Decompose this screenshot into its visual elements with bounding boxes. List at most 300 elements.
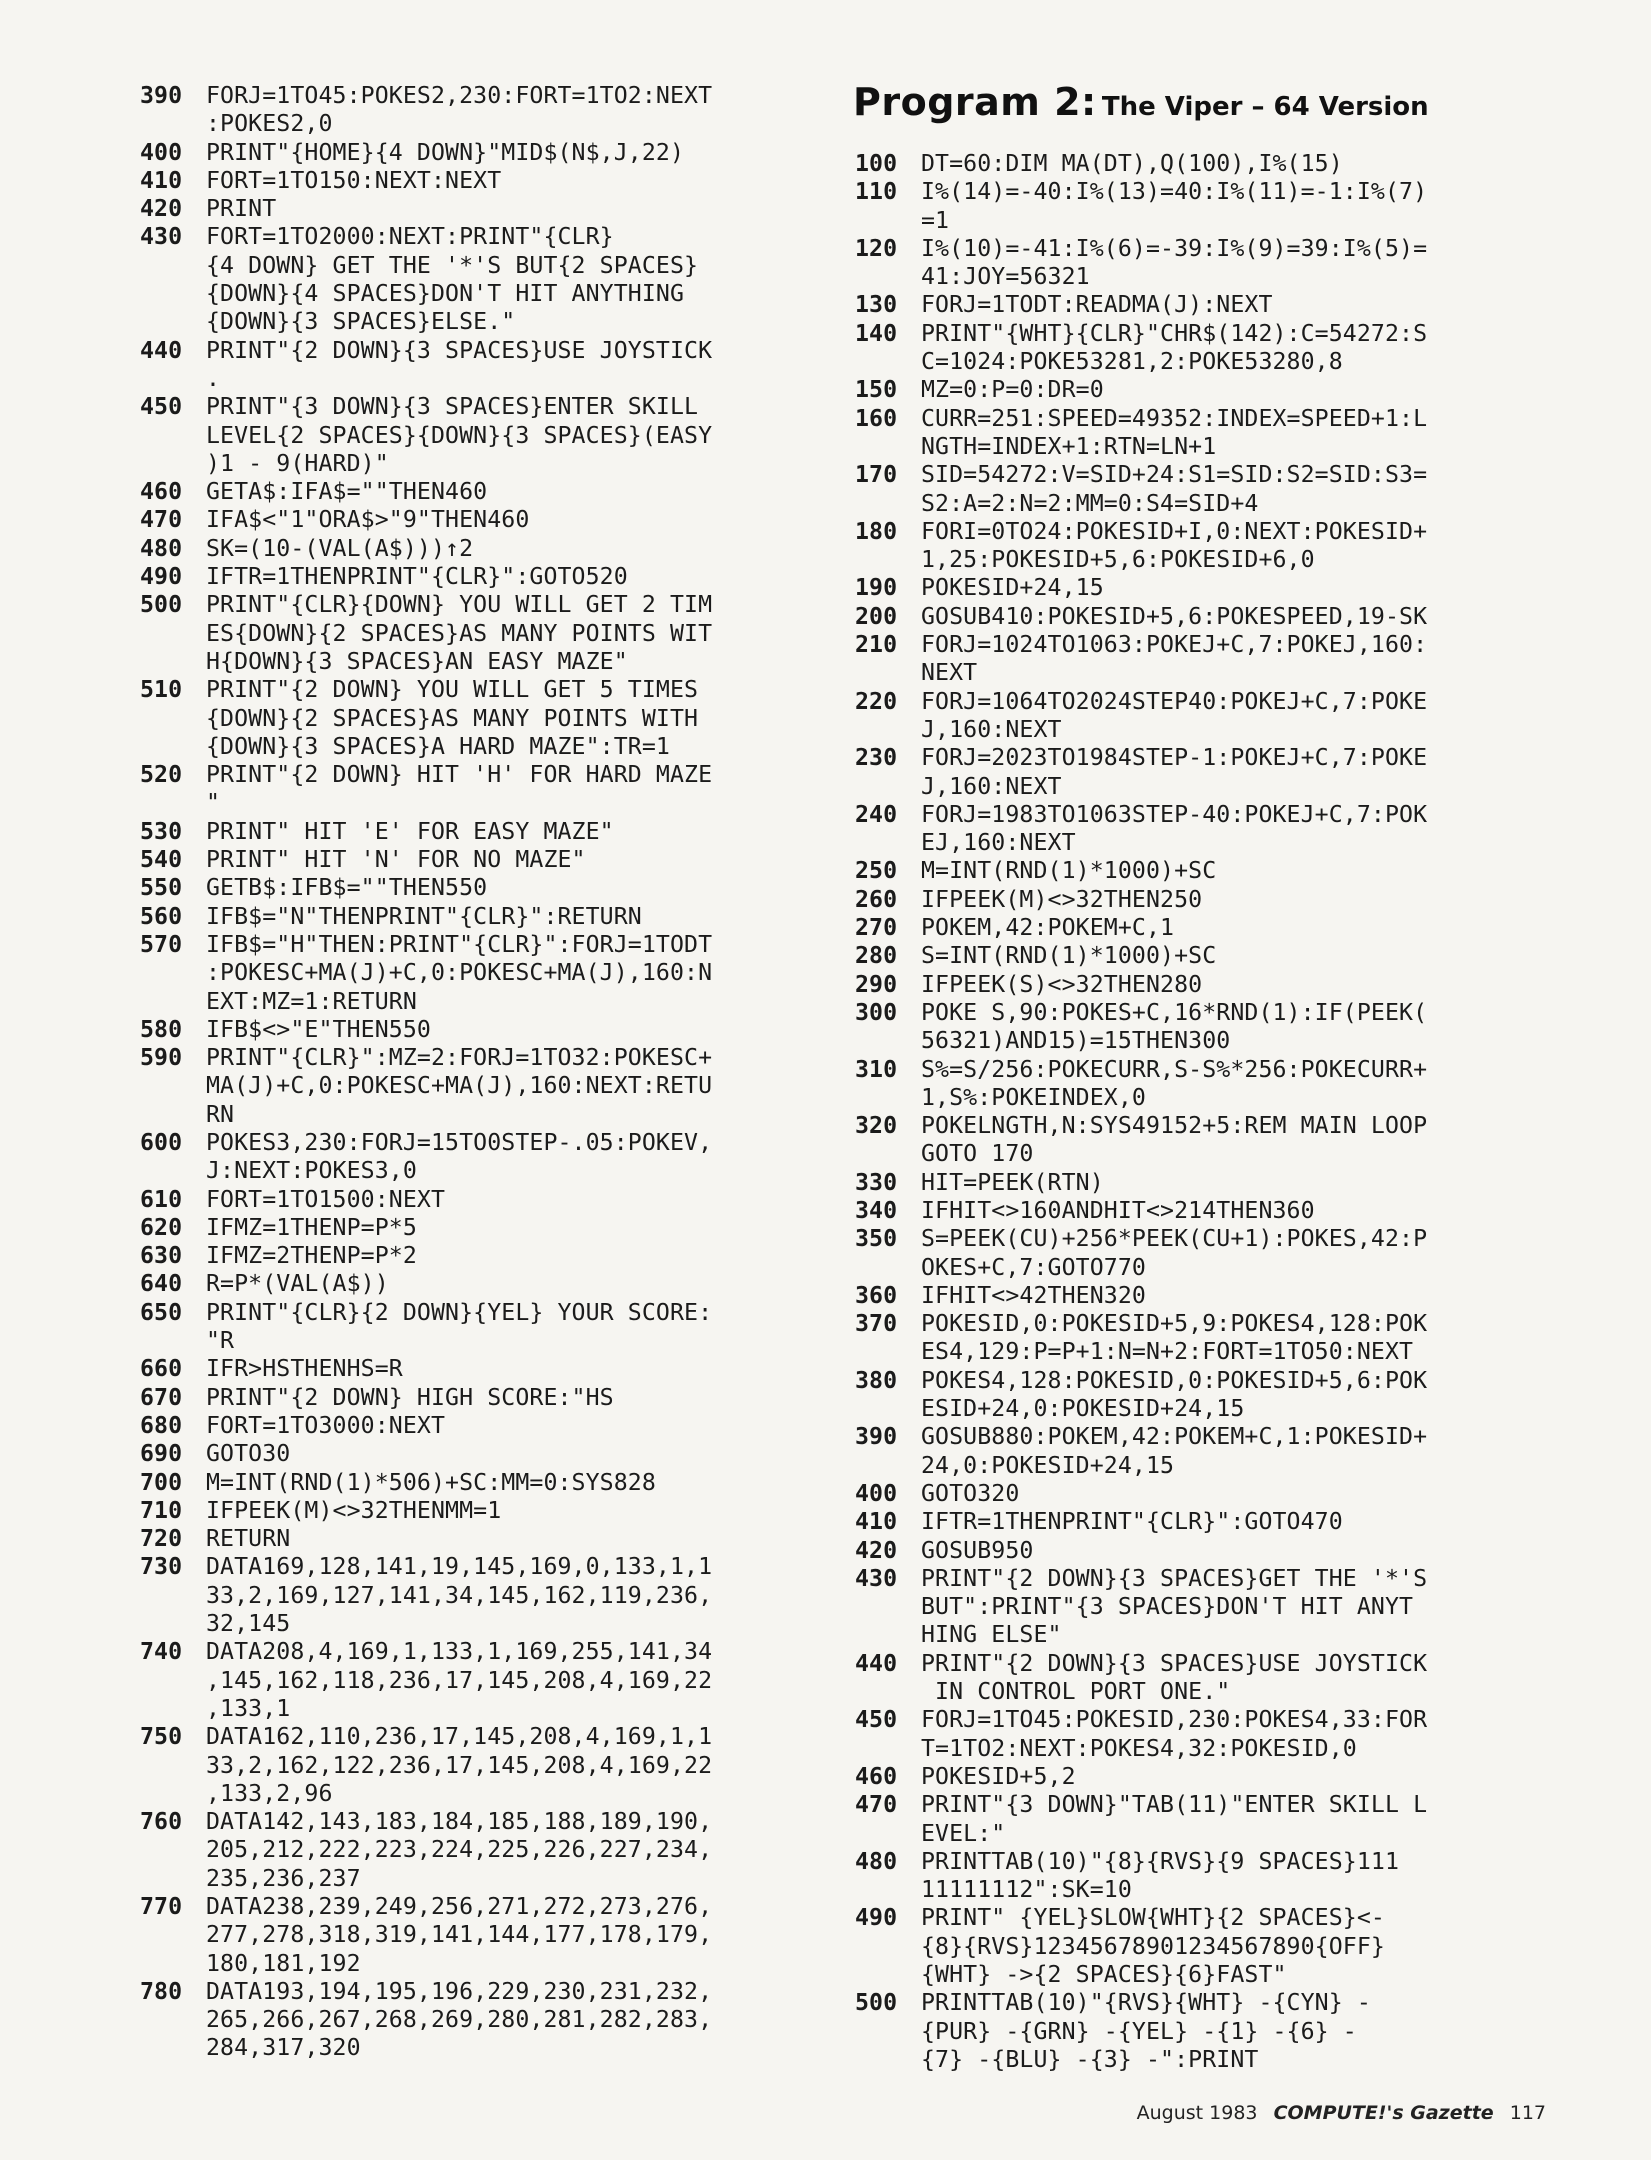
line-number: 160 <box>855 404 898 432</box>
code-line <box>140 846 820 874</box>
line-number <box>855 1338 921 1366</box>
line-number: 450 <box>140 393 183 421</box>
line-number: 540 <box>140 846 183 874</box>
code-line <box>140 1921 820 1949</box>
line-number: 410 <box>855 1508 898 1536</box>
line-number: 410 <box>140 166 183 194</box>
code-text: PRINT"{2 DOWN} YOU WILL GET 5 TIMES <box>206 676 699 704</box>
line-number: 260 <box>855 885 898 913</box>
code-text: FORT=1TO3000:NEXT <box>206 1411 446 1439</box>
line-number <box>855 1027 921 1055</box>
code-text: {DOWN}{4 SPACES}DON'T HIT ANYTHING <box>206 280 685 308</box>
line-number <box>140 110 206 138</box>
code-line <box>855 1650 1555 1678</box>
code-text: IFB$<>"E"THEN550 <box>206 1015 431 1043</box>
code-text: " <box>206 789 221 817</box>
code-text: {DOWN}{3 SPACES}A HARD MAZE":TR=1 <box>206 732 670 760</box>
line-number <box>140 988 206 1016</box>
code-text: PRINT" HIT 'N' FOR NO MAZE" <box>206 846 586 874</box>
code-line <box>140 761 820 789</box>
code-text: MA(J)+C,0:POKESC+MA(J),160:NEXT:RETU <box>206 1072 713 1100</box>
code-line <box>140 478 820 506</box>
line-number: 110 <box>855 178 898 206</box>
code-text: PRINT"{CLR}{2 DOWN}{YEL} YOUR SCORE: <box>206 1298 713 1326</box>
line-number <box>140 365 206 393</box>
line-number <box>855 1876 921 1904</box>
line-number <box>855 1084 921 1112</box>
line-number: 610 <box>140 1185 183 1213</box>
code-text: POKELNGTH,N:SYS49152+5:REM MAIN LOOP <box>921 1112 1428 1140</box>
code-line <box>140 1242 820 1270</box>
code-text: POKE S,90:POKES+C,16*RND(1):IF(PEEK( <box>921 998 1428 1026</box>
code-line <box>140 591 820 619</box>
code-line <box>140 1186 820 1214</box>
line-number: 320 <box>855 1112 898 1140</box>
line-number: 380 <box>855 1366 898 1394</box>
code-text: IFB$="N"THENPRINT"{CLR}":RETURN <box>206 902 642 930</box>
line-number: 340 <box>855 1196 898 1224</box>
line-number <box>855 2018 921 2046</box>
line-number: 720 <box>140 1525 183 1553</box>
code-text: 11111112":SK=10 <box>921 1876 1132 1904</box>
code-text: )1 - 9(HARD)" <box>206 449 389 477</box>
code-line <box>140 1808 820 1836</box>
line-number: 170 <box>855 461 898 489</box>
code-text: 32,145 <box>206 1610 291 1638</box>
line-number: 230 <box>855 744 898 772</box>
line-number: 580 <box>140 1015 183 1043</box>
code-line <box>855 1989 1555 2017</box>
line-number: 740 <box>140 1638 183 1666</box>
left-listing-column <box>140 82 820 2063</box>
line-number <box>855 1820 921 1848</box>
code-text: :POKES2,0 <box>206 110 333 138</box>
code-text: PRINT"{HOME}{4 DOWN}"MID$(N$,J,22) <box>206 138 685 166</box>
code-line <box>855 801 1555 829</box>
line-number: 480 <box>855 1847 898 1875</box>
code-line <box>140 1497 820 1525</box>
code-text: {PUR} -{GRN} -{YEL} -{1} -{6} - <box>921 2017 1357 2045</box>
code-line <box>855 1084 1555 1112</box>
line-number: 660 <box>140 1355 183 1383</box>
line-number <box>140 2006 206 2034</box>
code-text: PRINT"{WHT}{CLR}"CHR$(142):C=54272:S <box>921 319 1428 347</box>
code-line <box>140 1525 820 1553</box>
line-number: 490 <box>855 1904 898 1932</box>
line-number: 390 <box>140 82 183 109</box>
code-line <box>855 1254 1555 1282</box>
line-number <box>855 1593 921 1621</box>
code-text: S=INT(RND(1)*1000)+SC <box>921 942 1217 970</box>
code-text: HIT=PEEK(RTN) <box>921 1168 1104 1196</box>
code-line <box>855 348 1555 376</box>
code-line <box>140 393 820 421</box>
code-text: PRINT" {YEL}SLOW{WHT}{2 SPACES}<- <box>921 1904 1385 1932</box>
line-number <box>855 1933 921 1961</box>
code-line <box>855 2018 1555 2046</box>
code-line <box>855 1904 1555 1932</box>
code-text: GOSUB410:POKESID+5,6:POKESPEED,19-SK <box>921 602 1428 630</box>
code-line <box>140 1723 820 1751</box>
code-line <box>855 1282 1555 1310</box>
code-text: FORJ=1TO45:POKESID,230:POKES4,33:FOR <box>921 1706 1428 1734</box>
code-line <box>140 450 820 478</box>
line-number <box>855 263 921 291</box>
code-text: DATA193,194,195,196,229,230,231,232, <box>206 1977 713 2005</box>
line-number: 550 <box>140 874 183 902</box>
code-text: IFMZ=1THENP=P*5 <box>206 1213 417 1241</box>
code-text: J,160:NEXT <box>921 772 1062 800</box>
code-text: HING ELSE" <box>921 1621 1062 1649</box>
code-text: GOSUB880:POKEM,42:POKEM+C,1:POKESID+ <box>921 1423 1428 1451</box>
code-text: 205,212,222,223,224,225,226,227,234, <box>206 1836 713 1864</box>
line-number <box>140 450 206 478</box>
code-text: PRINT <box>206 195 277 223</box>
code-text: H{DOWN}{3 SPACES}AN EASY MAZE" <box>206 647 628 675</box>
line-number <box>140 252 206 280</box>
code-text: FORJ=1TODT:READMA(J):NEXT <box>921 291 1273 319</box>
code-line <box>140 1440 820 1468</box>
code-text: J,160:NEXT <box>921 715 1062 743</box>
code-text: PRINT"{2 DOWN} HIGH SCORE:"HS <box>206 1383 614 1411</box>
line-number: 480 <box>140 534 183 562</box>
code-line <box>140 1270 820 1298</box>
code-text: GETB$:IFB$=""THEN550 <box>206 874 488 902</box>
code-text: 265,266,267,268,269,280,281,282,283, <box>206 2006 713 2034</box>
code-line <box>140 705 820 733</box>
code-line <box>855 235 1555 263</box>
code-line <box>140 1469 820 1497</box>
code-line <box>140 195 820 223</box>
code-text: . <box>206 364 221 392</box>
line-number <box>140 1836 206 1864</box>
code-line <box>855 716 1555 744</box>
line-number: 440 <box>855 1649 898 1677</box>
code-text: POKESID+24,15 <box>921 574 1104 602</box>
code-line <box>140 82 820 110</box>
code-text: ,133,1 <box>206 1694 291 1722</box>
code-text: {WHT} ->{2 SPACES}{6}FAST" <box>921 1961 1287 1988</box>
code-text: "R <box>206 1327 235 1355</box>
code-text: PRINT"{2 DOWN}{3 SPACES}USE JOYSTICK <box>921 1649 1428 1677</box>
code-text: 277,278,318,319,141,144,177,178,179, <box>206 1921 713 1949</box>
line-number <box>140 1327 206 1355</box>
code-line <box>855 1876 1555 1904</box>
line-number <box>140 1865 206 1893</box>
code-text: {DOWN}{2 SPACES}AS MANY POINTS WITH <box>206 704 699 732</box>
code-line <box>855 1197 1555 1225</box>
line-number: 280 <box>855 942 898 970</box>
code-line <box>855 461 1555 489</box>
code-line <box>140 1752 820 1780</box>
code-text: SID=54272:V=SID+24:S1=SID:S2=SID:S3= <box>921 461 1428 489</box>
line-number: 470 <box>140 506 183 534</box>
code-line <box>855 1933 1555 1961</box>
code-line <box>140 1299 820 1327</box>
line-number: 760 <box>140 1808 183 1836</box>
code-text: IFHIT<>42THEN320 <box>921 1281 1146 1309</box>
code-text: T=1TO2:NEXT:POKES4,32:POKESID,0 <box>921 1734 1357 1762</box>
code-line <box>855 1140 1555 1168</box>
code-text: NGTH=INDEX+1:RTN=LN+1 <box>921 432 1217 460</box>
code-text: FORJ=1024TO1063:POKEJ+C,7:POKEJ,160: <box>921 631 1428 659</box>
code-text: PRINTTAB(10)"{RVS}{WHT} -{CYN} - <box>921 1989 1371 2017</box>
code-text: S2:A=2:N=2:MM=0:S4=SID+4 <box>921 489 1259 517</box>
magazine-name: COMPUTE!'s Gazette <box>1273 2102 1494 2124</box>
code-text: SK=(10-(VAL(A$)))↑2 <box>206 534 474 562</box>
line-number: 520 <box>140 761 183 789</box>
program-title: The Viper – 64 Version <box>1101 92 1429 122</box>
code-line <box>140 1638 820 1666</box>
line-number: 440 <box>140 336 183 364</box>
code-line <box>140 1157 820 1185</box>
line-number <box>140 308 206 336</box>
line-number <box>855 546 921 574</box>
code-line <box>855 603 1555 631</box>
line-number: 600 <box>140 1128 183 1156</box>
code-line <box>855 914 1555 942</box>
code-line <box>855 659 1555 687</box>
line-number: 560 <box>140 902 183 930</box>
code-line <box>140 1016 820 1044</box>
program-number: Program 2: <box>853 80 1097 124</box>
line-number: 690 <box>140 1440 183 1468</box>
code-text: DATA208,4,169,1,133,1,169,255,141,34 <box>206 1638 713 1666</box>
code-line <box>855 1593 1555 1621</box>
code-line <box>855 1791 1555 1819</box>
code-text: IFPEEK(M)<>32THENMM=1 <box>206 1496 502 1524</box>
code-line <box>140 1950 820 1978</box>
code-text: FORT=1TO1500:NEXT <box>206 1185 446 1213</box>
code-text: MZ=0:P=0:DR=0 <box>921 376 1104 404</box>
line-number: 500 <box>140 591 183 619</box>
code-line <box>140 1667 820 1695</box>
code-text: EVEL:" <box>921 1819 1006 1847</box>
code-line <box>855 1027 1555 1055</box>
line-number: 100 <box>855 150 898 177</box>
code-text: DATA169,128,141,19,145,169,0,133,1,1 <box>206 1553 713 1581</box>
code-line <box>855 546 1555 574</box>
code-line <box>855 829 1555 857</box>
code-line <box>855 631 1555 659</box>
line-number <box>855 207 921 235</box>
code-line <box>855 1565 1555 1593</box>
code-line <box>855 1735 1555 1763</box>
line-number: 420 <box>140 195 183 223</box>
code-text: ES4,129:P=P+1:N=N+2:FORT=1TO50:NEXT <box>921 1338 1414 1366</box>
line-number <box>140 1101 206 1129</box>
line-number <box>855 1140 921 1168</box>
line-number: 240 <box>855 800 898 828</box>
code-text: EJ,160:NEXT <box>921 829 1076 857</box>
code-text: FORT=1TO150:NEXT:NEXT <box>206 166 502 194</box>
code-text: 180,181,192 <box>206 1949 361 1977</box>
code-text: ES{DOWN}{2 SPACES}AS MANY POINTS WIT <box>206 619 713 647</box>
code-line <box>140 1610 820 1638</box>
code-line <box>140 139 820 167</box>
code-line <box>140 676 820 704</box>
code-line <box>855 1338 1555 1366</box>
line-number: 780 <box>140 1977 183 2005</box>
code-line <box>855 1452 1555 1480</box>
code-line <box>855 1706 1555 1734</box>
code-line <box>140 365 820 393</box>
line-number: 430 <box>140 223 183 251</box>
line-number <box>855 1452 921 1480</box>
code-line <box>140 110 820 138</box>
code-line <box>140 931 820 959</box>
code-line <box>855 574 1555 602</box>
code-line <box>140 648 820 676</box>
code-line <box>140 535 820 563</box>
line-number <box>140 1072 206 1100</box>
code-line <box>140 1582 820 1610</box>
code-line <box>140 337 820 365</box>
code-line <box>140 903 820 931</box>
line-number: 640 <box>140 1270 183 1298</box>
code-text: 41:JOY=56321 <box>921 263 1090 291</box>
code-text: :POKESC+MA(J)+C,0:POKESC+MA(J),160:N <box>206 959 713 987</box>
code-text: PRINT"{3 DOWN}{3 SPACES}ENTER SKILL <box>206 393 699 421</box>
code-line <box>140 2006 820 2034</box>
line-number <box>855 1735 921 1763</box>
line-number <box>140 648 206 676</box>
code-line <box>140 1780 820 1808</box>
page-footer <box>1137 2102 1546 2124</box>
code-text: FORJ=1TO45:POKES2,230:FORT=1TO2:NEXT <box>206 82 713 109</box>
line-number: 590 <box>140 1044 183 1072</box>
line-number: 270 <box>855 914 898 942</box>
code-line <box>855 1763 1555 1791</box>
line-number: 130 <box>855 291 898 319</box>
line-number: 770 <box>140 1893 183 1920</box>
code-text: FORJ=1064TO2024STEP40:POKEJ+C,7:POKE <box>921 687 1428 715</box>
code-text: 33,2,169,127,141,34,145,162,119,236, <box>206 1581 713 1609</box>
code-text: POKESID+5,2 <box>921 1762 1076 1790</box>
code-text: IFHIT<>160ANDHIT<>214THEN360 <box>921 1196 1315 1224</box>
code-text: =1 <box>921 206 950 234</box>
line-number: 250 <box>855 857 898 885</box>
code-line <box>855 1848 1555 1876</box>
code-text: GOTO320 <box>921 1479 1020 1507</box>
code-text: ,133,2,96 <box>206 1779 333 1807</box>
line-number <box>855 348 921 376</box>
line-number <box>140 1157 206 1185</box>
code-line <box>140 818 820 846</box>
code-line <box>140 1978 820 2006</box>
code-text: OKES+C,7:GOTO770 <box>921 1253 1146 1281</box>
line-number: 180 <box>855 517 898 545</box>
line-number <box>140 422 206 450</box>
code-text: RETURN <box>206 1525 291 1553</box>
line-number <box>140 1752 206 1780</box>
code-text: NEXT <box>921 659 978 687</box>
line-number: 490 <box>140 563 183 591</box>
code-text: DT=60:DIM MA(DT),Q(100),I%(15) <box>921 150 1343 177</box>
code-text: PRINT"{CLR}":MZ=2:FORJ=1TO32:POKESC+ <box>206 1044 713 1072</box>
line-number: 680 <box>140 1411 183 1439</box>
code-text: POKESID,0:POKESID+5,9:POKES4,128:POK <box>921 1310 1428 1338</box>
code-line <box>855 405 1555 433</box>
line-number: 460 <box>855 1762 898 1790</box>
code-line <box>855 150 1555 178</box>
code-text: I%(10)=-41:I%(6)=-39:I%(9)=39:I%(5)= <box>921 234 1428 262</box>
code-text: DATA142,143,183,184,185,188,189,190, <box>206 1808 713 1836</box>
code-line <box>855 433 1555 461</box>
code-line <box>855 886 1555 914</box>
code-text: POKEM,42:POKEM+C,1 <box>921 914 1175 942</box>
code-text: PRINT"{3 DOWN}"TAB(11)"ENTER SKILL L <box>921 1791 1428 1819</box>
line-number: 460 <box>140 478 183 506</box>
code-text: PRINT" HIT 'E' FOR EASY MAZE" <box>206 817 614 845</box>
page-number: 117 <box>1509 2102 1546 2124</box>
code-line <box>855 1820 1555 1848</box>
code-line <box>140 1214 820 1242</box>
line-number: 290 <box>855 970 898 998</box>
code-line <box>855 1310 1555 1338</box>
line-number <box>140 1780 206 1808</box>
line-number: 300 <box>855 998 898 1026</box>
code-line <box>855 1423 1555 1451</box>
code-text: BUT":PRINT"{3 SPACES}DON'T HIT ANYT <box>921 1593 1414 1621</box>
code-text: {4 DOWN} GET THE '*'S BUT{2 SPACES} <box>206 251 699 279</box>
line-number <box>140 789 206 817</box>
line-number <box>855 1395 921 1423</box>
code-text: LEVEL{2 SPACES}{DOWN}{3 SPACES}(EASY <box>206 421 713 449</box>
line-number <box>140 620 206 648</box>
code-text: IFA$<"1"ORA$>"9"THEN460 <box>206 506 530 534</box>
line-number: 710 <box>140 1496 183 1524</box>
code-text: ESID+24,0:POKESID+24,15 <box>921 1395 1245 1423</box>
line-number <box>855 659 921 687</box>
line-number: 670 <box>140 1383 183 1411</box>
code-line <box>855 1537 1555 1565</box>
line-number: 120 <box>855 234 898 262</box>
code-text: IFPEEK(M)<>32THEN250 <box>921 885 1203 913</box>
line-number: 430 <box>855 1564 898 1592</box>
code-text: J:NEXT:POKES3,0 <box>206 1157 417 1185</box>
line-number: 210 <box>855 631 898 659</box>
code-text: 235,236,237 <box>206 1864 361 1892</box>
code-line <box>855 1678 1555 1706</box>
code-line <box>140 252 820 280</box>
code-line <box>140 1836 820 1864</box>
code-line <box>855 178 1555 206</box>
code-line <box>140 1412 820 1440</box>
code-line <box>855 1112 1555 1140</box>
line-number: 450 <box>855 1706 898 1734</box>
code-line <box>140 1893 820 1921</box>
code-line <box>140 223 820 251</box>
line-number: 370 <box>855 1310 898 1338</box>
code-line <box>855 2046 1555 2074</box>
code-line <box>140 874 820 902</box>
code-line <box>855 773 1555 801</box>
code-line <box>140 1384 820 1412</box>
code-line <box>140 1355 820 1383</box>
line-number <box>855 2046 921 2074</box>
code-text: PRINT"{2 DOWN}{3 SPACES}GET THE '*'S <box>921 1564 1428 1592</box>
line-number: 200 <box>855 602 898 630</box>
code-text: FORJ=1983TO1063STEP-40:POKEJ+C,7:POK <box>921 800 1428 828</box>
code-text: 1,S%:POKEINDEX,0 <box>921 1083 1146 1111</box>
line-number: 730 <box>140 1553 183 1581</box>
line-number <box>855 716 921 744</box>
code-line <box>140 563 820 591</box>
line-number <box>140 733 206 761</box>
code-line <box>140 280 820 308</box>
code-line <box>855 857 1555 885</box>
